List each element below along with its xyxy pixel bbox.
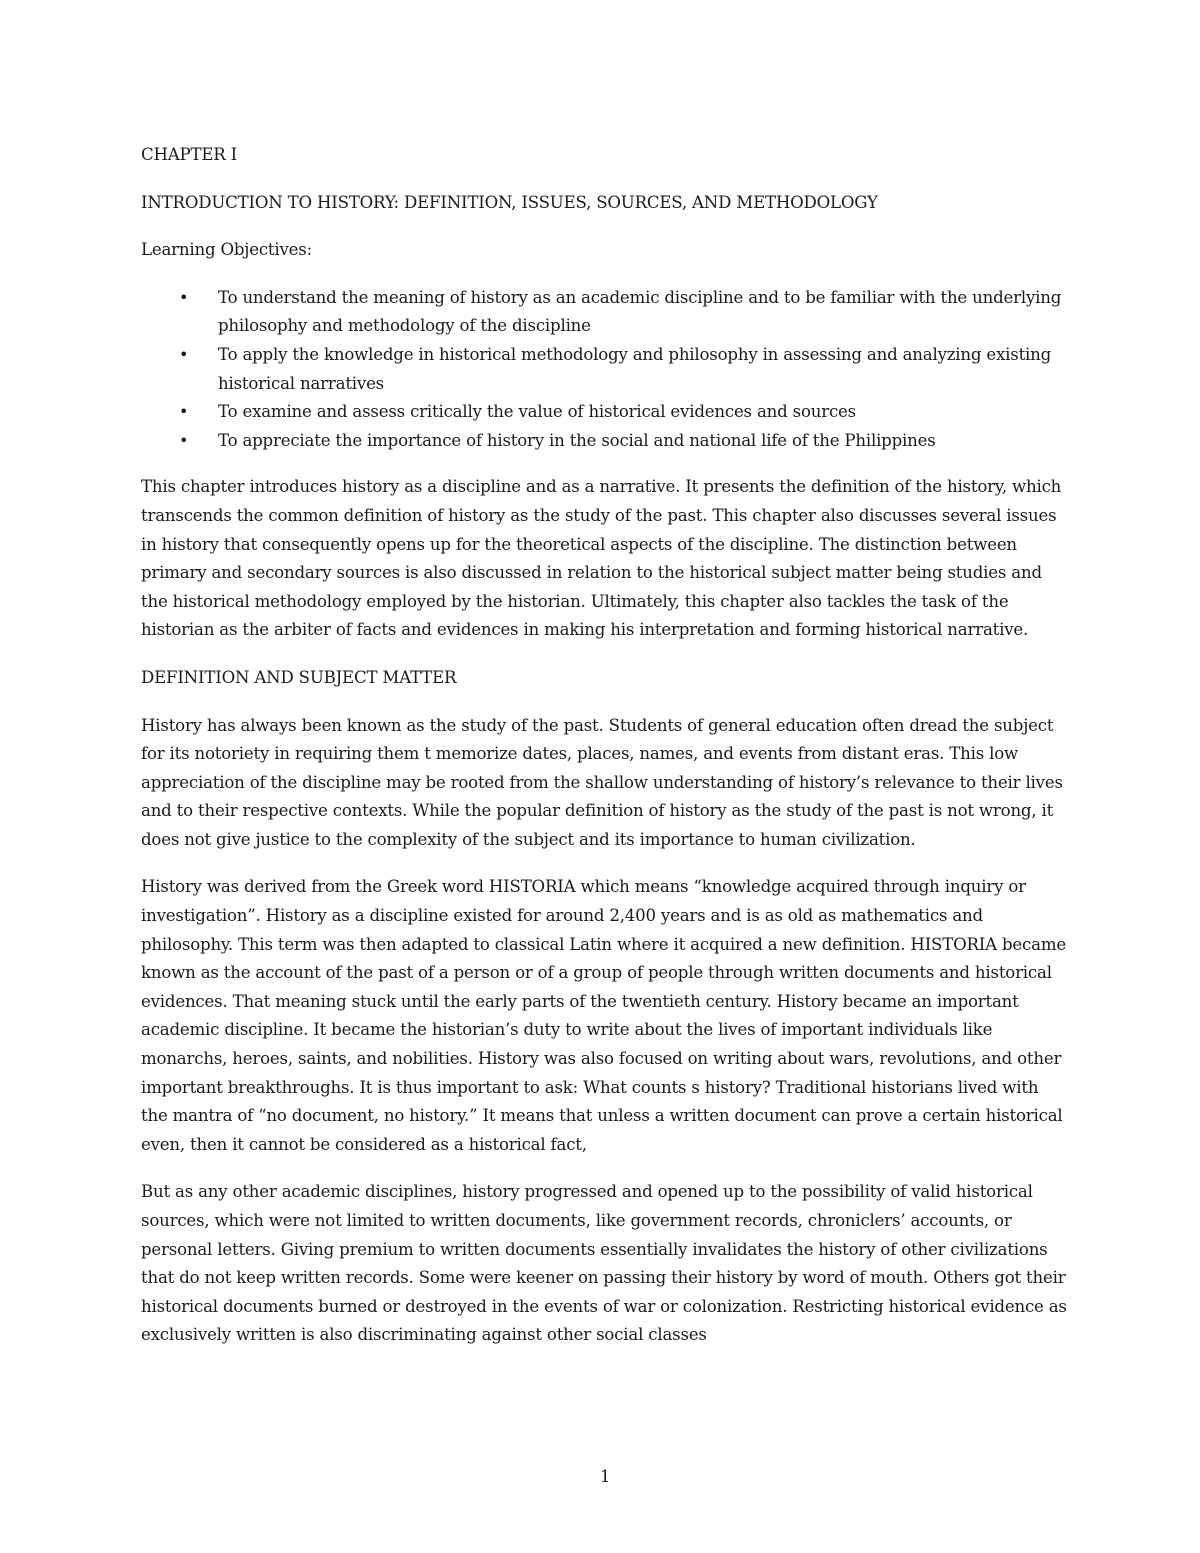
bullet-icon: • [179, 344, 189, 364]
bullet-icon: • [179, 402, 189, 422]
objective-text: To examine and assess critically the value of historical evidences and sources [218, 402, 856, 422]
objectives-heading: Learning Objectives: [141, 240, 313, 260]
bullet-icon: • [179, 430, 189, 450]
objective-item [141, 398, 1069, 427]
objective-text: To apply the knowledge in historical methodology and philosophy in assessing and analyzing existing historical narratives [218, 344, 1052, 393]
objective-item [141, 341, 1069, 398]
chapter-label: CHAPTER I [141, 145, 238, 164]
intro-paragraph: This chapter introduces history as a discipline and as a narrative. It presents the definition of the history, which transcends the common definition of history as the study of the past. This chapter also discusses several issues in history that consequently opens up for the theoretical aspects of the discipline. The distinction between primary and secondary sources is also discussed in relation to the historical subject matter being studies and the historical methodology employed by the historian. Ultimately, this chapter also tackles the task of the historian as the arbiter of facts and evidences in making his interpretation and forming historical narrative. [141, 477, 1062, 640]
objective-item [141, 284, 1069, 341]
page-content [141, 141, 1069, 1486]
section-heading: DEFINITION AND SUBJECT MATTER [141, 667, 457, 687]
bullet-icon: • [179, 287, 189, 307]
objective-item [141, 427, 1069, 456]
body-paragraph: History was derived from the Greek word HISTORIA which means “knowledge acquired through inquiry or investigation”. History as a discipline existed for around 2,400 years and is as old as mathematics and philosophy. This term was then adapted to classical Latin where it acquired a new definition. HISTORIA became known as the account of the past of a person or of a group of people through written documents and historical evidences. That meaning stuck until the early parts of the twentieth century. History became an important academic discipline. It became the historian’s duty to write about the lives of important individuals like monarchs, heroes, saints, and nobilities. History was also focused on writing about wars, revolutions, and other important breakthroughs. It is thus important to ask: What counts s history? Traditional historians lived with the mantra of “no document, no history.” It means that unless a written document can prove a certain historical even, then it cannot be considered as a historical fact, [141, 877, 1066, 1154]
body-paragraph: History has always been known as the study of the past. Students of general education often dread the subject for its notoriety in requiring them t memorize dates, places, names, and events from distant eras. This low appreciation of the discipline may be rooted from the shallow understanding of history’s relevance to their lives and to their respective contexts. While the popular definition of history as the study of the past is not wrong, it does not give justice to the complexity of the subject and its importance to human civilization. [141, 715, 1063, 849]
objective-text: To appreciate the importance of history in the social and national life of the Philippines [218, 430, 936, 450]
objectives-list [141, 284, 1069, 456]
page-number: 1 [599, 1467, 611, 1486]
objective-text: To understand the meaning of history as an academic discipline and to be familiar with the underlying philosophy and methodology of the discipline [218, 287, 1062, 336]
body-paragraph: But as any other academic disciplines, history progressed and opened up to the possibility of valid historical sources, which were not limited to written documents, like government records, chroniclers’ accounts, or personal letters. Giving premium to written documents essentially invalidates the history of other civilizations that do not keep written records. Some were keener on passing their history by word of mouth. Others got their historical documents burned or destroyed in the events of war or colonization. Restricting historical evidence as exclusively written is also discriminating against other social classes [141, 1182, 1067, 1345]
chapter-title: INTRODUCTION TO HISTORY: DEFINITION, ISSUES, SOURCES, AND METHODOLOGY [141, 192, 878, 212]
